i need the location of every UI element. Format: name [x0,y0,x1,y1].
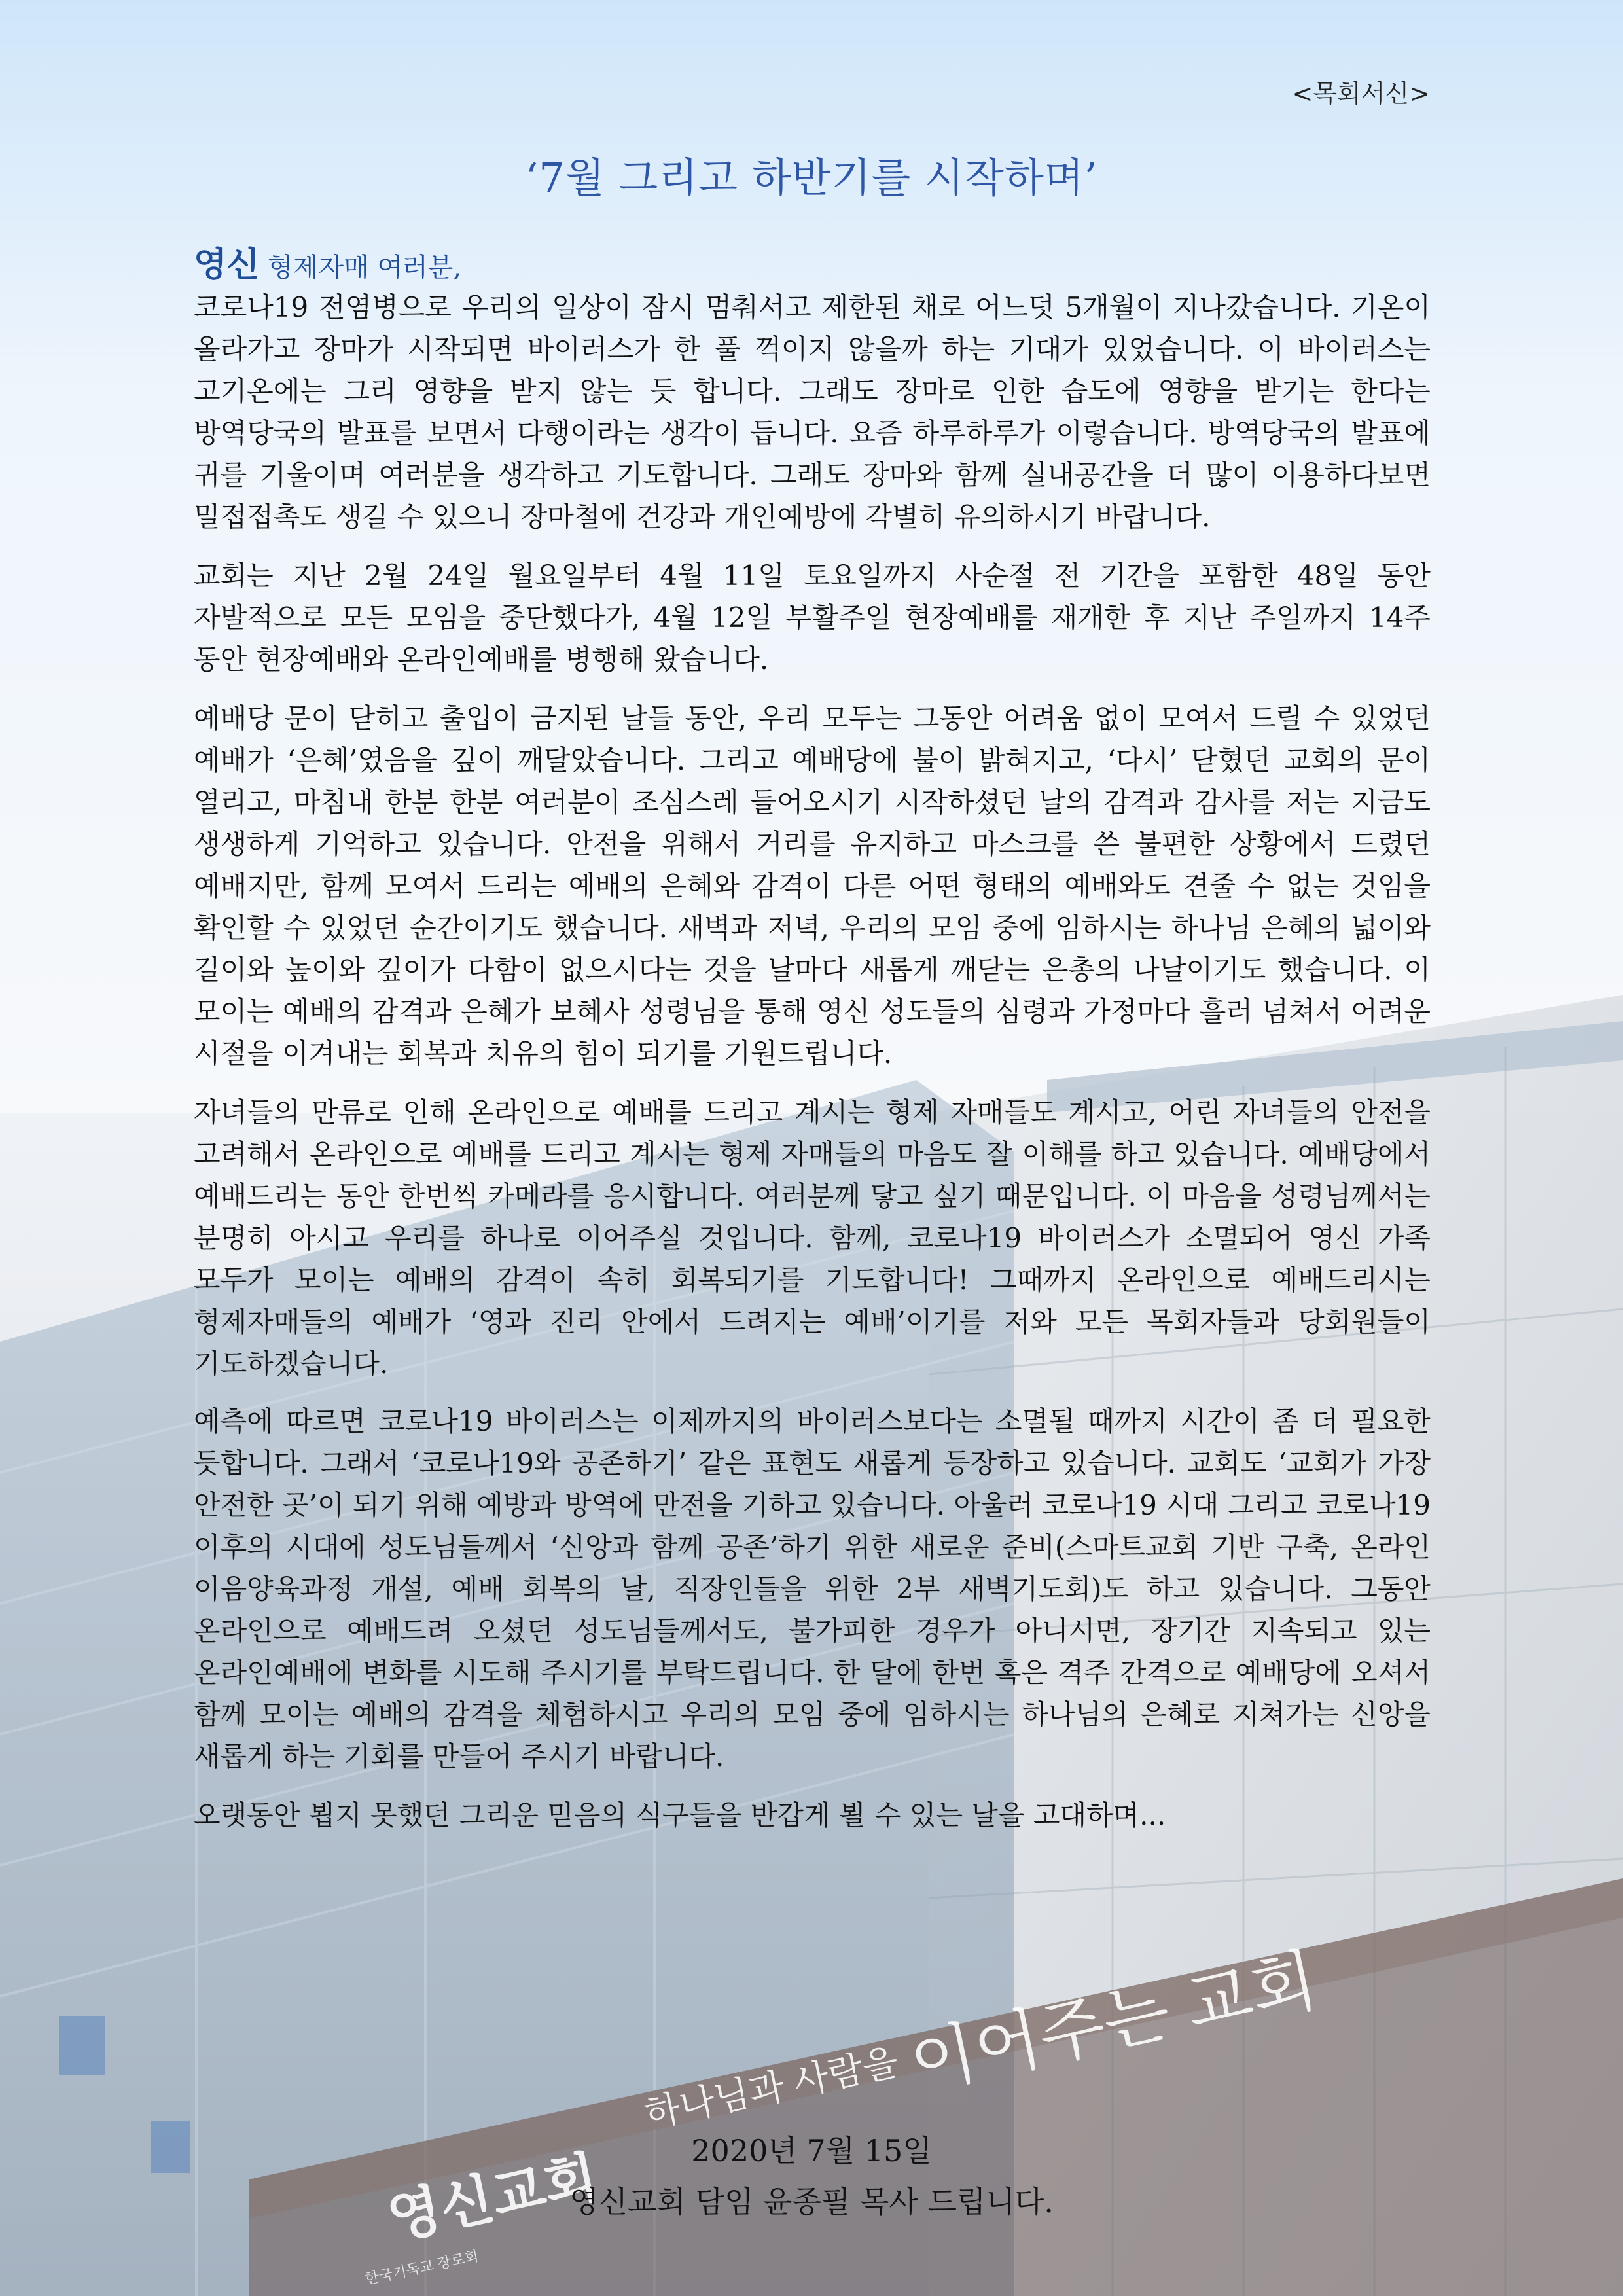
paragraph-6: 오랫동안 뵙지 못했던 그리운 믿음의 식구들을 반갑게 뵐 수 있는 날을 고대하며... [194,1799,1166,1831]
signage-large-text: 이어주는 교회 [903,1942,1324,2103]
letter-date: 2020년 7월 15일 [691,2133,932,2168]
signage-small-text: 하나님과 사람을 [641,2041,902,2135]
letter-category-tag: <목회서신> [1292,79,1430,108]
paragraph-2: 교회는 지난 2월 24일 월요일부터 4월 11일 토요일까지 사순절 전 기간을 포함한 48일 동안 자발적으로 모든 모임을 중단했다가, 4월 12일 부활주일 현장예배를 재개한 후 지난 주일까지 14주 동안 현장예배와 온라인예배를 병행해 왔습니다. [194,560,1431,675]
paragraph-3: 예배당 문이 닫히고 출입이 금지된 날들 동안, 우리 모두는 그동안 어려움 없이 모여서 드릴 수 있었던 예배가 ‘은혜’였음을 깊이 깨달았습니다. 그리고 예배당에 불이 밝혀지고, ‘다시’ 닫혔던 교회의 문이 열리고, 마침내 한분 한분 여러분이 조심스레 들어오시기 시작하셨던 날의 감격과 감사를 저는 지금도 생생하게 기억하고 있습니다. 안전을 위해서 거리를 유지하고 마스크를 쓴 불편한 상황에서 드렸던 예배지만, 함께 모여서 드리는 예배의 은혜와 감격이 다른 어떤 형태의 예배와도 견줄 수 없는 것임을 확인할 수 있었던 순간이기도 했습니다. 새벽과 저녁, 우리의 모임 중에 임하시는 하나님 은혜의 넓이와 길이와 높이와 깊이가 다함이 없으시다는 것을 날마다 새롭게 깨닫는 은총의 나날이기도 했습니다. 이 모이는 예배의 감격과 은혜가 보혜사 성령님을 통해 영신 성도들의 심령과 가정마다 흘러 넘쳐서 어려운 시절을 이겨내는 회복과 치유의 힘이 되기를 기원드립니다. [194,702,1431,1069]
paragraph-1: 코로나19 전염병으로 우리의 일상이 잠시 멈춰서고 제한된 채로 어느덧 5개월이 지나갔습니다. 기온이 올라가고 장마가 시작되면 바이러스가 한 풀 꺽이지 않을까 하는 기대가 있었습니다. 이 바이러스는 고기온에는 그리 영향을 받지 않는 듯 합니다. 그래도 장마로 인한 습도에 영향을 받기는 한다는 방역당국의 발표를 보면서 다행이라는 생각이 듭니다. 요즘 하루하루가 이렇습니다. 방역당국의 발표에 귀를 기울이며 여러분을 생각하고 기도합니다. 그래도 장마와 함께 실내공간을 더 많이 이용하다보면 밀접접촉도 생길 수 있으니 장마철에 건강과 개인예방에 각별히 유의하시기 바랍니다. [194,291,1431,533]
signage-denomination-text: 한국기독교 장로회 [363,2247,480,2287]
signage-church-name: 영신교회 [382,2147,603,2251]
greeting-text: 형제자매 여러분, [259,253,462,283]
paragraph-5: 예측에 따르면 코로나19 바이러스는 이제까지의 바이러스보다는 소멸될 때까지 시간이 좀 더 필요한 듯합니다. 그래서 ‘코로나19와 공존하기’ 같은 표현도 새롭게 등장하고 있습니다. 교회도 ‘교회가 가장 안전한 곳’이 되기 위해 예방과 방역에 만전을 기하고 있습니다. 아울러 코로나19 시대 그리고 코로나19 이후의 시대에 성도님들께서 ‘신앙과 함께 공존’하기 위한 새로운 준비(스마트교회 기반 구축, 온라인 이음양육과정 개설, 예배 회복의 날, 직장인들을 위한 2부 새벽기도회)도 하고 있습니다. 그동안 온라인으로 예배드려 오셨던 성도님들께서도, 불가피한 경우가 아니시면, 장기간 지속되고 있는 온라인예배에 변화를 시도해 주시기를 부탁드립니다. 한 달에 한번 혹은 격주 간격으로 예배당에 오셔서 함께 모이는 예배의 감격을 체험하시고 우리의 모임 중에 임하시는 하나님의 은혜로 지쳐가는 신앙을 새롭게 하는 기회를 만들어 주시기 바랍니다. [194,1405,1431,1772]
letter-signature: 영신교회 담임 윤종필 목사 드립니다. [569,2184,1054,2219]
greeting-church-name: 영신 [194,245,260,285]
page-title: ‘7월 그리고 하반기를 시작하며’ [525,154,1098,202]
paragraph-4: 자녀들의 만류로 인해 온라인으로 예배를 드리고 계시는 형제 자매들도 계시고, 어린 자녀들의 안전을 고려해서 온라인으로 예배를 드리고 계시는 형제 자매들의 마음도 잘 이해를 하고 있습니다. 예배당에서 예배드리는 동안 한번씩 카메라를 응시합니다. 여러분께 닿고 싶기 때문입니다. 이 마음을 성령님께서는 분명히 아시고 우리를 하나로 이어주실 것입니다. 함께, 코로나19 바이러스가 소멸되어 영신 가족 모두가 모이는 예배의 감격이 속히 회복되기를 기도합니다! 그때까지 온라인으로 예배드리시는 형제자매들의 예배가 ‘영과 진리 안에서 드려지는 예배’이기를 저와 모든 목회자들과 당회원들이 기도하겠습니다. [194,1096,1431,1380]
